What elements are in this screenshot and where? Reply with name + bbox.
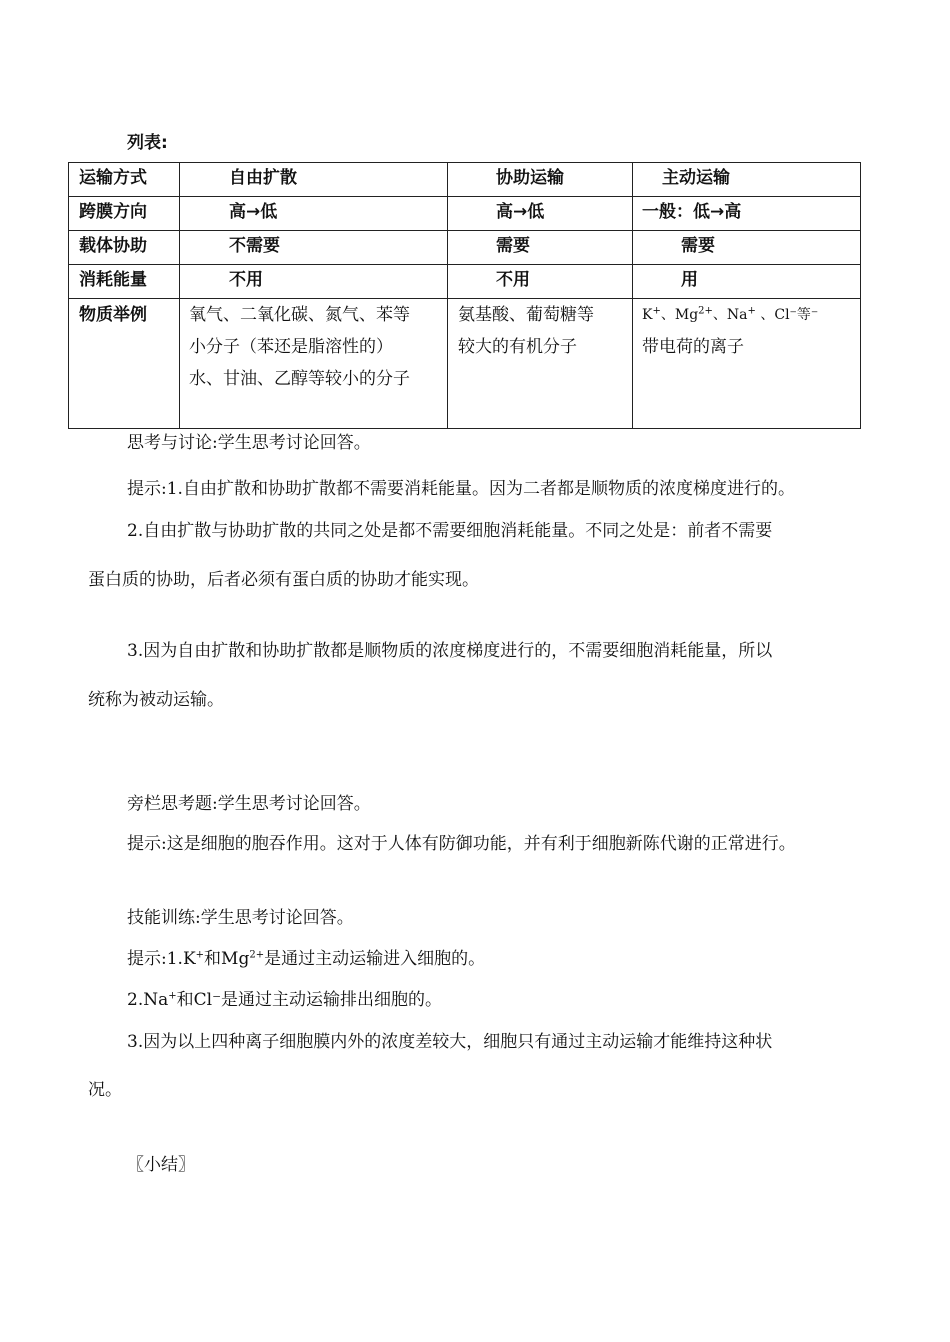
ion-k: K <box>642 307 653 323</box>
example-line: 较大的有机分子 <box>458 337 577 357</box>
discussion-title: 思考与讨论:学生思考讨论回答。 <box>127 433 371 453</box>
table-cell-free-examples <box>180 299 448 429</box>
example-line: 氧气、二氧化碳、氮气、苯等 <box>189 305 410 325</box>
hint-text: 和Mg <box>204 949 250 969</box>
row-label-examples: 物质举例 <box>69 299 180 429</box>
discussion-hint-3b: 统称为被动运输。 <box>88 690 224 710</box>
hint-text: 2.Na <box>127 990 169 1010</box>
row-label-transport-mode: 运输方式 <box>69 163 180 197</box>
hint-text: 提示:1.K <box>127 949 196 969</box>
table-cell: 需要 <box>633 231 861 265</box>
skill-training-hint-3a: 3.因为以上四种离子细胞膜内外的浓度差较大，细胞只有通过主动运输才能维持这种状 <box>127 1032 773 1052</box>
row-label-energy: 消耗能量 <box>69 265 180 299</box>
hint-text: 是通过主动运输进入细胞的。 <box>264 949 486 969</box>
table-cell: 一般：低→高 <box>633 197 861 231</box>
example-line-ions <box>642 305 860 337</box>
discussion-hint-1: 提示:1.自由扩散和协助扩散都不需要消耗能量。因为二者都是顺物质的浓度梯度进行的。 <box>127 479 795 499</box>
table-header-row <box>69 163 861 197</box>
table-cell: 高→低 <box>180 197 448 231</box>
ion-charge: 2+ <box>698 305 713 317</box>
skill-training-hint-3b: 况。 <box>88 1080 122 1100</box>
col-header-active: 主动运输 <box>633 163 861 197</box>
ion-charge: 2+ <box>249 949 265 961</box>
table-cell: 需要 <box>448 231 633 265</box>
example-line: 小分子（苯还是脂溶性的） <box>189 337 393 357</box>
transport-comparison-table <box>68 162 861 429</box>
table-row <box>69 231 861 265</box>
summary-heading: 〖小结〗 <box>127 1155 195 1175</box>
example-line: 带电荷的离子 <box>642 337 744 357</box>
table-cell: 高→低 <box>448 197 633 231</box>
ion-charge: + <box>195 949 205 961</box>
table-cell: 不需要 <box>180 231 448 265</box>
example-line: 水、甘油、乙醇等较小的分子 <box>189 369 410 389</box>
example-line: 氨基酸、葡萄糖等 <box>458 305 594 325</box>
table-cell: 不用 <box>180 265 448 299</box>
hint-text: 和Cl⁻是通过主动运输排出细胞的。 <box>176 990 443 1010</box>
table-row <box>69 197 861 231</box>
table-cell: 用 <box>633 265 861 299</box>
ion-cl: 、Cl⁻等⁻ <box>755 307 819 323</box>
discussion-hint-3a: 3.因为自由扩散和协助扩散都是顺物质的浓度梯度进行的，不需要细胞消耗能量，所以 <box>127 641 773 661</box>
row-label-direction: 跨膜方向 <box>69 197 180 231</box>
table-cell-assisted-examples <box>448 299 633 429</box>
sidebar-question-hint: 提示:这是细胞的胞吞作用。这对于人体有防御功能，并有利于细胞新陈代谢的正常进行。 <box>127 834 796 854</box>
skill-training-hint-2 <box>127 990 442 1010</box>
ion-mg: 、Mg <box>660 307 699 323</box>
table-row-examples <box>69 299 861 429</box>
table-cell: 不用 <box>448 265 633 299</box>
skill-training-hint-1 <box>127 949 485 969</box>
list-title: 列表: <box>127 133 168 153</box>
discussion-hint-2a: 2.自由扩散与协助扩散的共同之处是都不需要细胞消耗能量。不同之处是：前者不需要 <box>127 521 773 541</box>
ion-charge: + <box>652 305 661 317</box>
skill-training-title: 技能训练:学生思考讨论回答。 <box>127 908 354 928</box>
discussion-hint-2b: 蛋白质的协助，后者必须有蛋白质的协助才能实现。 <box>88 570 479 590</box>
col-header-facilitated: 协助运输 <box>448 163 633 197</box>
table-cell-active-examples <box>633 299 861 429</box>
table-row <box>69 265 861 299</box>
ion-charge: + <box>168 990 177 1002</box>
ion-na: 、Na <box>712 307 748 323</box>
col-header-free-diffusion: 自由扩散 <box>180 163 448 197</box>
row-label-carrier: 载体协助 <box>69 231 180 265</box>
sidebar-question-title: 旁栏思考题:学生思考讨论回答。 <box>127 794 371 814</box>
ion-charge: + <box>747 305 756 317</box>
